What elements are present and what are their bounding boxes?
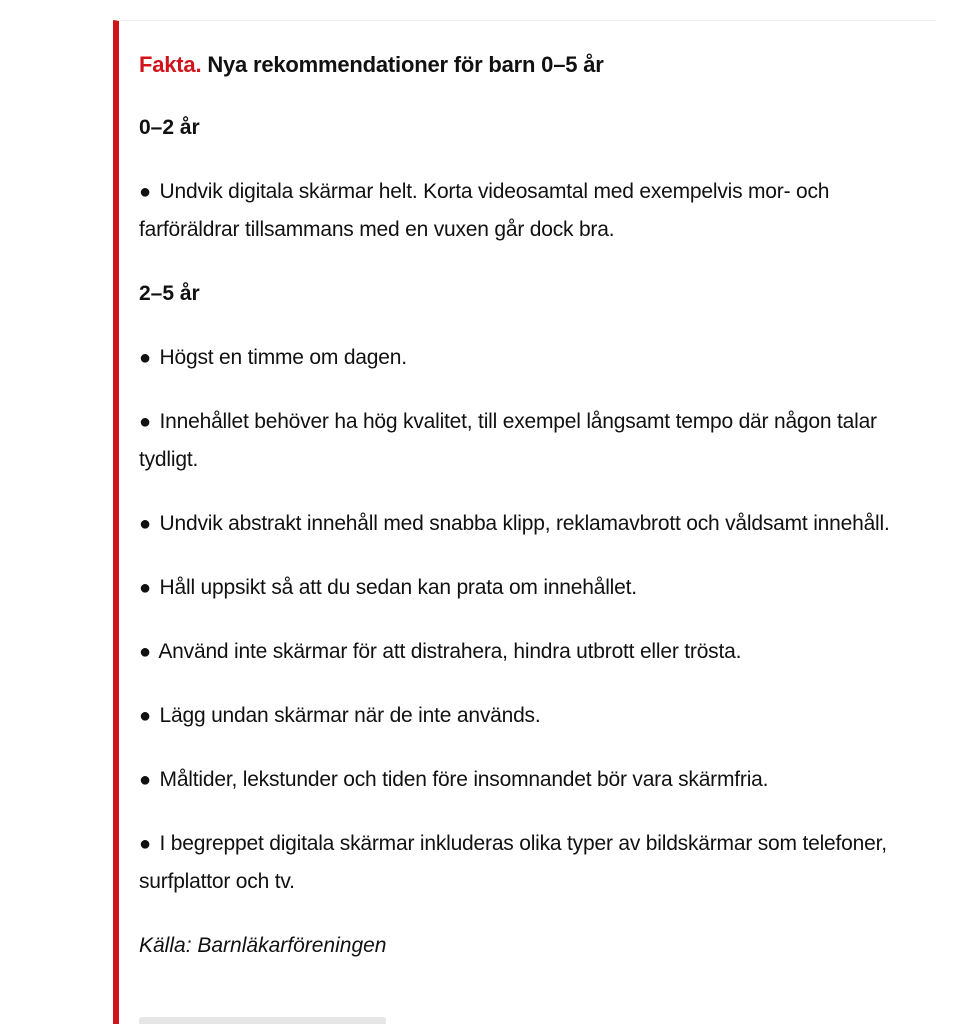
list-item: ● Högst en timme om dagen. [139, 346, 407, 369]
bullet-icon: ● [139, 769, 151, 791]
bullet-icon: ● [139, 641, 151, 663]
bullet-icon: ● [139, 705, 151, 727]
list-item: ● Undvik abstrakt innehåll med snabba klipp, reklamavbrott och våldsamt innehåll. [139, 512, 890, 535]
fact-box [113, 20, 936, 1024]
section-heading-0-2: 0–2 år [139, 116, 200, 139]
list-item: ● I begreppet digitala skärmar inkluderas olika typer av bildskärmar som telefoner, surfplattor och tv. [139, 832, 887, 893]
fact-label: Fakta. [139, 52, 202, 77]
source-credit: Källa: Barnläkarföreningen [139, 934, 387, 957]
bullet-icon: ● [139, 411, 151, 433]
bullet-icon: ● [139, 577, 151, 599]
list-item: ● Måltider, lekstunder och tiden före insomnandet bör vara skärmfria. [139, 768, 769, 791]
list-item: ● Lägg undan skärmar när de inte används. [139, 704, 541, 727]
list-item: ● Innehållet behöver ha hög kvalitet, till exempel långsamt tempo där någon talar tydligt. [139, 410, 877, 471]
section-heading-2-5: 2–5 år [139, 282, 200, 305]
bullet-icon: ● [139, 513, 151, 535]
list-item: ● Använd inte skärmar för att distrahera, hindra utbrott eller trösta. [139, 640, 742, 663]
fact-box-title [139, 52, 604, 78]
bullet-icon: ● [139, 347, 151, 369]
fact-title-text: Nya rekommendationer för barn 0–5 år [207, 52, 604, 77]
list-item: ● Undvik digitala skärmar helt. Korta videosamtal med exempelvis mor- och farföräldrar tillsammans med en vuxen går dock bra. [139, 180, 830, 241]
expand-button[interactable] [139, 1017, 386, 1024]
list-item: ● Håll uppsikt så att du sedan kan prata om innehållet. [139, 576, 637, 599]
bullet-icon: ● [139, 181, 151, 203]
bullet-icon: ● [139, 833, 151, 855]
fact-content [139, 109, 929, 965]
